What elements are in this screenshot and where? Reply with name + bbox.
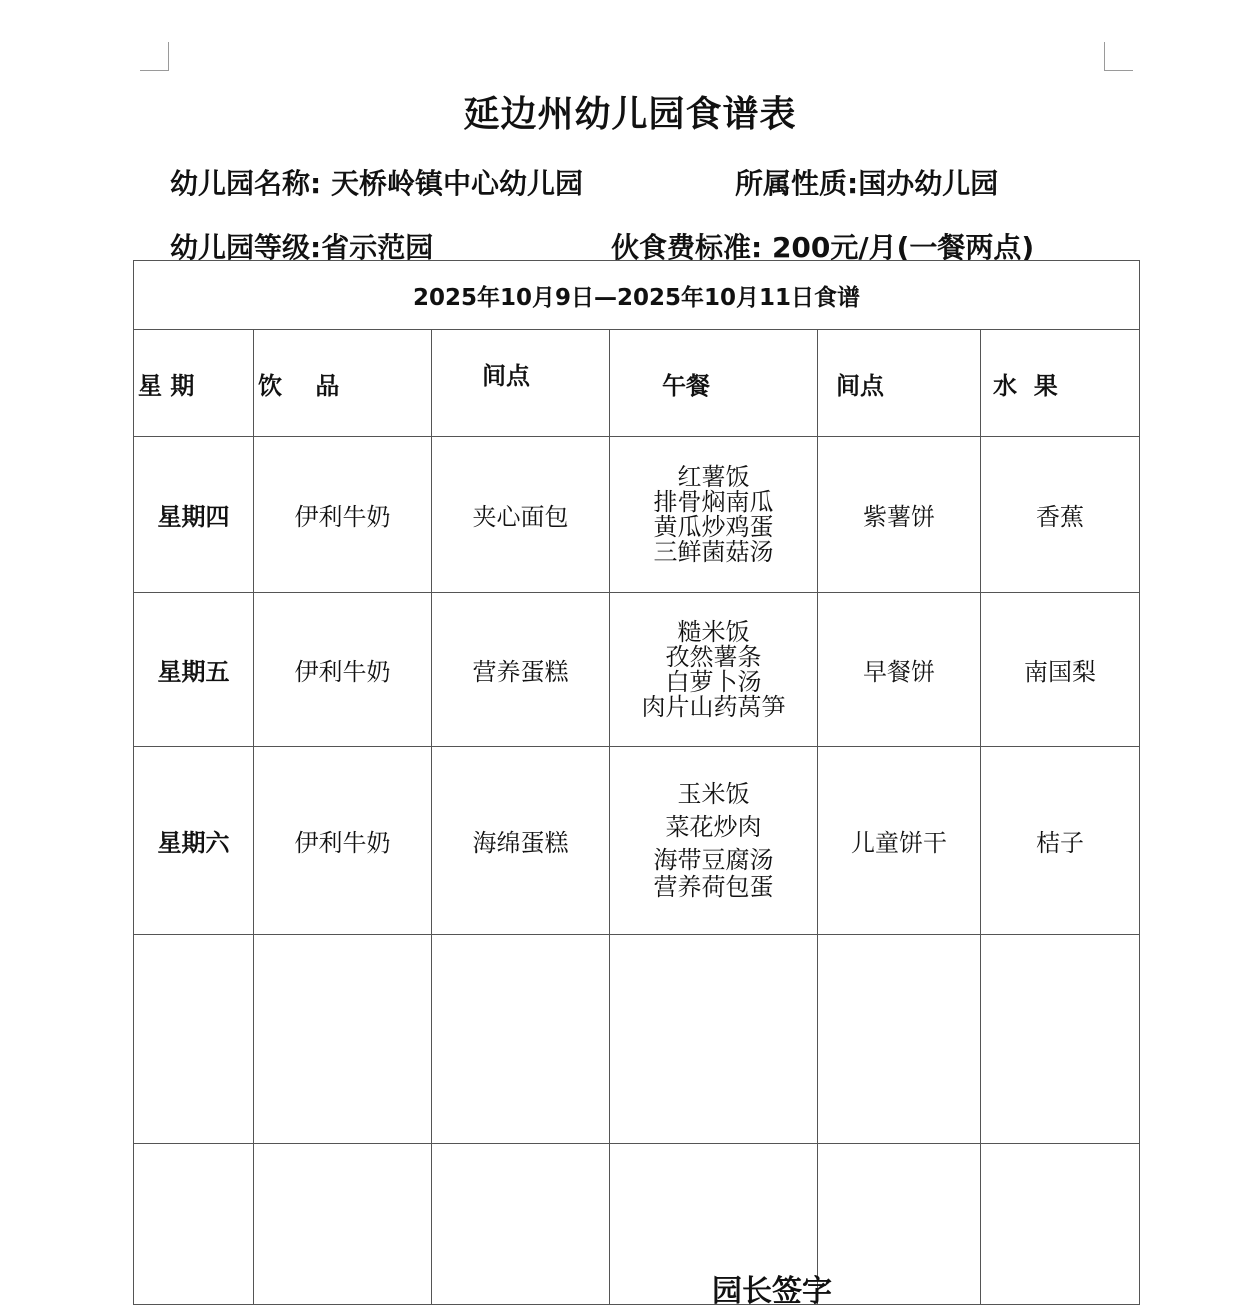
lunch-dish: 三鲜菌菇汤 [653, 537, 774, 566]
period-row [134, 261, 1140, 330]
weekday-cell: 星期六 [134, 747, 254, 935]
meal-fee-label: 伙食费标准: [611, 231, 772, 264]
table-row [134, 747, 1140, 935]
document-title: 延边州幼儿园食谱表 [463, 94, 797, 135]
kindergarten-name-value: 天桥岭镇中心幼儿园 [330, 167, 583, 200]
drink-cell: 伊利牛奶 [254, 747, 432, 935]
empty-cell [254, 935, 432, 1144]
lunch-dish: 营养荷包蛋 [653, 872, 774, 901]
header-lunch: 午餐 [610, 330, 818, 437]
empty-cell [134, 1144, 254, 1305]
lunch-cell [610, 747, 818, 935]
empty-cell [981, 935, 1140, 1144]
empty-cell [818, 935, 981, 1144]
empty-cell [134, 935, 254, 1144]
menu-table [133, 260, 1140, 1309]
lunch-dish: 海带豆腐汤 [653, 845, 774, 874]
lunch-dish: 黄瓜炒鸡蛋 [653, 512, 774, 541]
lunch-dish: 糙米饭 [677, 617, 750, 646]
lunch-dish: 菜花炒肉 [665, 812, 762, 841]
lunch-dish: 红薯饭 [677, 462, 750, 491]
lunch-dish: 排骨焖南瓜 [653, 487, 774, 516]
lunch-dish: 肉片山药莴笋 [641, 692, 786, 721]
table-row [134, 593, 1140, 747]
page-corner-mark-top-left [140, 42, 169, 71]
meal-fee-value: 200元/月(一餐两点) [771, 231, 1035, 264]
lunch-dish: 玉米饭 [677, 779, 750, 808]
empty-cell [610, 935, 818, 1144]
fruit-cell: 香蕉 [981, 437, 1140, 593]
snack-1-cell: 营养蛋糕 [432, 593, 610, 747]
drink-cell: 伊利牛奶 [254, 593, 432, 747]
page-corner-mark-top-right [1104, 42, 1133, 71]
menu-period: 2025年10月9日—2025年10月11日食谱 [134, 261, 1140, 330]
drink-cell: 伊利牛奶 [254, 437, 432, 593]
lunch-cell [610, 437, 818, 593]
principal-signature-label: 园长签字 [712, 1274, 832, 1309]
snack-2-cell: 儿童饼干 [818, 747, 981, 935]
weekday-cell: 星期五 [134, 593, 254, 747]
empty-cell [818, 1144, 981, 1305]
empty-cell [432, 935, 610, 1144]
fruit-cell: 桔子 [981, 747, 1140, 935]
kindergarten-level-value: 省示范园 [321, 231, 434, 264]
weekday-cell: 星期四 [134, 437, 254, 593]
empty-cell [981, 1144, 1140, 1305]
header-weekday: 星 期 [134, 330, 254, 437]
lunch-cell [610, 593, 818, 747]
lunch-dish: 白萝卜汤 [665, 667, 762, 696]
kindergarten-nature-value: 国办幼儿园 [858, 167, 999, 200]
kindergarten-name-label: 幼儿园名称: [170, 167, 331, 200]
table-row [134, 437, 1140, 593]
fruit-cell: 南国梨 [981, 593, 1140, 747]
header-row [134, 330, 1140, 437]
header-fruit: 水 果 [981, 330, 1140, 437]
kindergarten-level-label: 幼儿园等级: [170, 231, 322, 264]
header-snack-2: 间点 [818, 330, 981, 437]
empty-row [134, 1144, 1140, 1305]
header-snack-1: 间点 [432, 330, 610, 437]
kindergarten-nature [735, 162, 998, 202]
empty-row [134, 935, 1140, 1144]
header-drink: 饮 品 [254, 330, 432, 437]
lunch-dish: 孜然薯条 [665, 642, 762, 671]
snack-1-cell: 夹心面包 [432, 437, 610, 593]
kindergarten-nature-label: 所属性质: [735, 167, 859, 200]
kindergarten-name [170, 162, 583, 202]
snack-2-cell: 早餐饼 [818, 593, 981, 747]
empty-cell [254, 1144, 432, 1305]
snack-1-cell: 海绵蛋糕 [432, 747, 610, 935]
snack-2-cell: 紫薯饼 [818, 437, 981, 593]
empty-cell [432, 1144, 610, 1305]
